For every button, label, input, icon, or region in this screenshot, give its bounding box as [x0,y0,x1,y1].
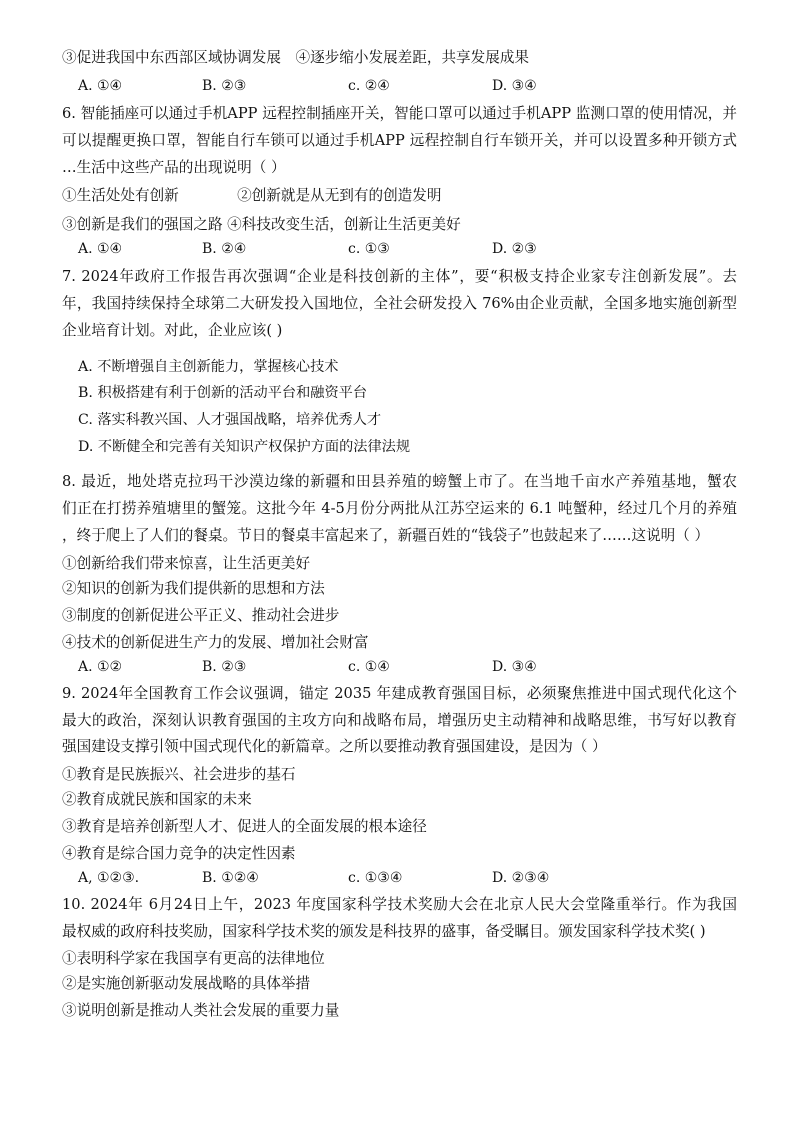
q7-stem-line-2: 年，我国持续保持全球第二大研发投入国地位，全社会研发投入 76%由企业贡献，全国多地实施创新型 [62,295,737,312]
q9-stem-line-3: 强国建设支撑引领中国式现代化的新篇章。之所以要推动教育强国建设，是因为（ ） [62,738,607,755]
q6-statement-3-4: ③创新是我们的强国之路 ④科技改变生活，创新让生活更美好 [62,216,461,233]
option-d: D. ②③④ [492,870,550,886]
q10-statement-1: ①表明科学家在我国享有更高的法律地位 [62,950,325,967]
option-a: A, ①②③. [78,870,140,886]
q7-choice-c: C. 落实科教兴国、人才强国战略，培养优秀人才 [78,412,382,428]
option-a: A. ①② [78,659,123,675]
q9-statement-2: ②教育成就民族和国家的未来 [62,791,252,808]
option-b: B. ②③ [202,659,247,675]
q8-options [78,657,598,677]
q8-stem-line-2: 们正在打捞养殖塘里的蟹笼。这批今年 4-5月份分两批从江苏空运来的 6.1 吨蟹种，经过几个月的养殖 [62,500,737,517]
option-c: c. ②④ [348,78,390,94]
q6-stem-line-3: …生活中这些产品的出现说明（ ） [62,159,286,176]
q8-stem-line-3: ，终于爬上了人们的餐桌。节日的餐桌丰富起来了，新疆百姓的“钱袋子”也鼓起来了……这说明（ ） [62,527,710,544]
q7-choice-a: A. 不断增强自主创新能力，掌握核心技术 [78,359,339,375]
q9-statement-1: ①教育是民族振兴、社会进步的基石 [62,766,296,783]
q6-statement-1-2: ①生活处处有创新 ②创新就是从无到有的创造发明 [62,187,442,204]
q7-stem-line-3: 企业培育计划。对此，企业应该( ) [62,322,283,339]
option-d: D. ②③ [492,241,537,257]
q9-statement-3: ③教育是培养创新型人才、促进人的全面发展的根本途径 [62,818,427,835]
option-a: A. ①④ [78,78,123,94]
option-c: c. ①④ [348,659,390,675]
q6-stem-line-2: 可以提醒更换口罩，智能自行车锁可以通过手机APP 远程控制自行车锁开关，并可以设置多种开锁方式 [62,132,737,149]
q7-stem-line-1: 7. 2024年政府工作报告再次强调“企业是科技创新的主体”，要“积极支持企业家专注创新发展”。去 [62,268,737,285]
option-b: B. ②③ [202,78,247,94]
q6-stem-line-1: 6. 智能插座可以通过手机APP 远程控制插座开关，智能口罩可以通过手机APP 监测口罩的使用情况，并 [62,105,737,122]
option-d: D. ③④ [492,78,537,94]
q8-statement-2: ②知识的创新为我们提供新的思想和方法 [62,580,325,597]
option-c: c. ①③ [348,241,390,257]
q9-options [78,868,598,888]
q9-stem-line-1: 9. 2024年全国教育工作会议强调，锚定 2035 年建成教育强国目标，必须聚焦推进中国式现代化这个 [62,685,737,702]
q10-stem-line-2: 最权威的政府科技奖励，国家科学技术奖的颁发是科技界的盛事，备受瞩目。颁发国家科学技术奖( ) [62,923,706,940]
option-d: D. ③④ [492,659,537,675]
q7-choice-d: D. 不断健全和完善有关知识产权保护方面的法律法规 [78,439,411,455]
q9-stem-line-2: 最大的政治，深刻认识教育强国的主攻方向和战略布局，增强历史主动精神和战略思维，书写好以教育 [62,712,737,729]
q7-choice-b: B. 积极搭建有利于创新的活动平台和融资平台 [78,385,368,401]
q10-statement-3: ③说明创新是推动人类社会发展的重要力量 [62,1002,340,1019]
q10-statement-2: ②是实施创新驱动发展战略的具体举措 [62,975,311,992]
option-c: c. ①③④ [348,870,403,886]
q5-statement-3-4: ③促进我国中东西部区域协调发展 ④逐步缩小发展差距，共享发展成果 [62,49,530,66]
q8-statement-3: ③制度的创新促进公平正义、推动社会进步 [62,607,340,624]
q8-stem-line-1: 8. 最近，地处塔克拉玛干沙漠边缘的新疆和田县养殖的螃蟹上市了。在当地千亩水产养殖基地，蟹农 [62,473,737,490]
q6-options [78,239,598,259]
option-a: A. ①④ [78,241,123,257]
q10-stem-line-1: 10. 2024年 6月24日上午，2023 年度国家科学技术奖励大会在北京人民大会堂隆重举行。作为我国 [62,896,737,913]
q8-statement-1: ①创新给我们带来惊喜，让生活更美好 [62,555,311,572]
q5-options [78,76,598,96]
q9-statement-4: ④教育是综合国力竞争的决定性因素 [62,845,296,862]
option-b: B. ②④ [202,241,247,257]
q8-statement-4: ④技术的创新促进生产力的发展、增加社会财富 [62,634,369,651]
option-b: B. ①②④ [202,870,259,886]
